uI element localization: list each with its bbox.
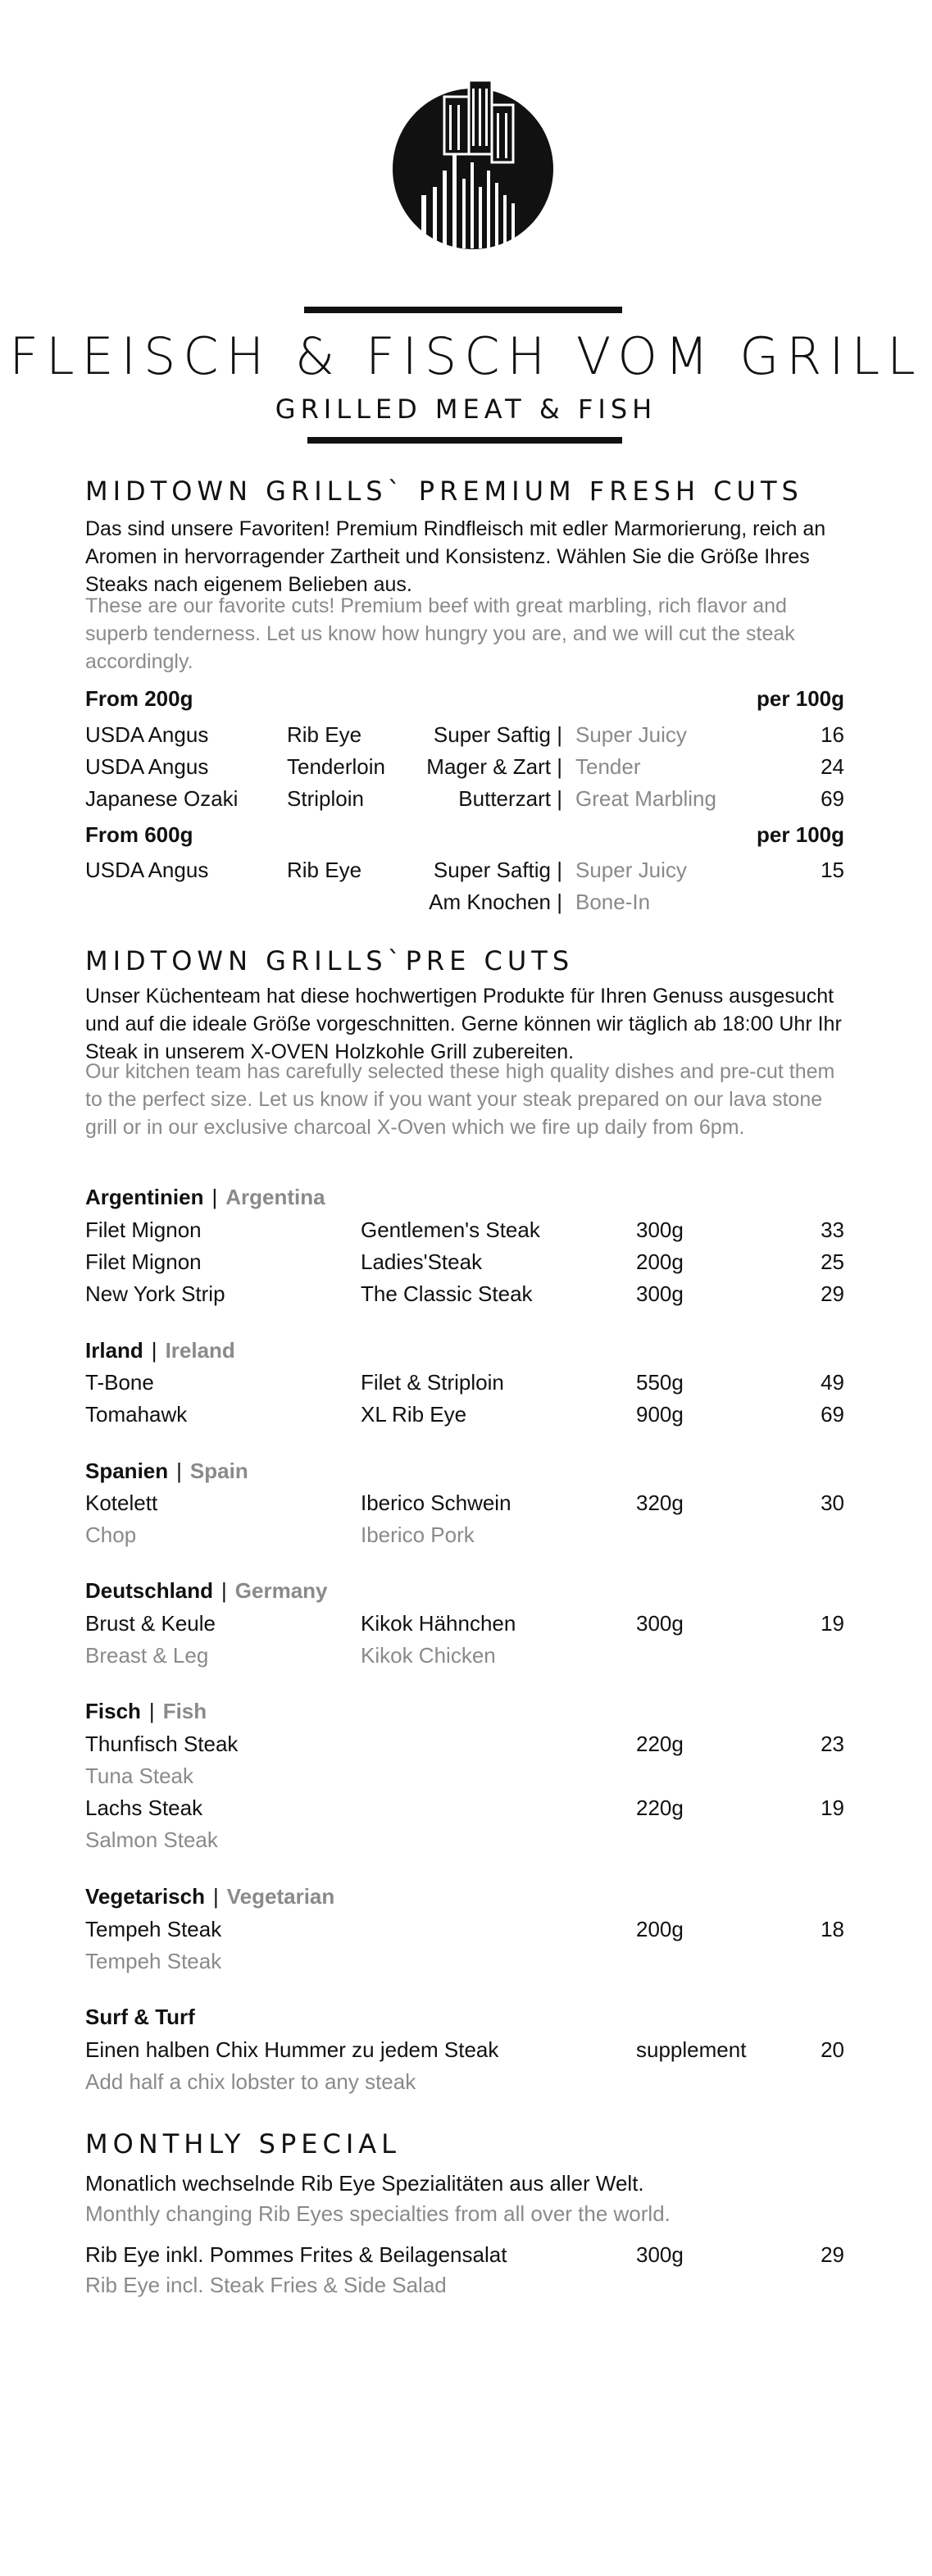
category-en: Germany: [234, 1578, 328, 1603]
menu-item: [85, 1400, 844, 1429]
menu-item: [85, 1247, 844, 1277]
category-heading-vegetarian: Vegetarisch | Vegetarian: [85, 1884, 335, 1909]
category-heading-spain: Spanien | Spain: [85, 1459, 248, 1483]
item-price: 29: [821, 1281, 844, 1306]
item-quality-en: Super Juicy: [575, 858, 687, 882]
category-heading-fish: Fisch | Fish: [85, 1699, 207, 1723]
section-heading-premium: MIDTOWN GRILLS` PREMIUM FRESH CUTS: [85, 476, 803, 507]
item-price: 18: [821, 1917, 844, 1941]
item-description-en: Kikok Chicken: [361, 1643, 496, 1668]
precuts-description-en: Our kitchen team has carefully selected these high quality dishes and pre-cut them to the perfect size. Let us know if you want your steak prepared on our lava stone grill or in our exclusive charcoal X-Oven which we fire up daily from 6pm.: [85, 1060, 835, 1139]
item-quality-en: Tender: [575, 754, 641, 779]
category-de: Irland: [85, 1338, 143, 1363]
premium-description-de: Das sind unsere Favoriten! Premium Rindfleisch mit edler Marmorierung, reich an Aromen in hervorragender Zartheit und Konsistenz. Wählen Sie die Größe Ihres Steaks nach eigenem Belieben aus.: [85, 517, 826, 596]
menu-item-translation: [85, 2067, 844, 2096]
quality-de: Super Saftig: [433, 722, 552, 747]
item-weight: 300g: [636, 1611, 684, 1636]
menu-item-extra: [85, 887, 844, 917]
menu-item: [85, 2240, 844, 2269]
item-price: 23: [821, 1732, 844, 1756]
item-name: New York Strip: [85, 1281, 225, 1306]
top-rule: [304, 307, 622, 313]
menu-item: [85, 1488, 844, 1518]
item-weight: 220g: [636, 1795, 684, 1820]
category-heading-ireland: Irland | Ireland: [85, 1338, 235, 1363]
item-price: 20: [821, 2037, 844, 2062]
item-weight: 220g: [636, 1732, 684, 1756]
item-quality-en: Great Marbling: [575, 786, 716, 811]
category-en: Spain: [189, 1459, 248, 1483]
item-name: Filet Mignon: [85, 1249, 202, 1274]
menu-item: [85, 1279, 844, 1308]
item-price: 69: [821, 786, 844, 811]
category-heading-surf-turf: Surf & Turf: [85, 2005, 195, 2029]
item-name: Kotelett: [85, 1491, 158, 1515]
item-price: 25: [821, 1249, 844, 1274]
menu-item: [85, 1609, 844, 1638]
item-name-en: Tuna Steak: [85, 1764, 194, 1788]
item-weight: 550g: [636, 1370, 684, 1395]
item-quality-de: Am Knochen |: [429, 890, 562, 914]
item-weight: 300g: [636, 1217, 684, 1242]
description-en: Monthly changing Rib Eyes specialties from all over the world.: [85, 2201, 671, 2226]
premium-group1-header: [85, 684, 844, 713]
item-origin: USDA Angus: [85, 722, 209, 747]
category-de: Fisch: [85, 1699, 141, 1723]
premium-group2-header: [85, 820, 844, 849]
item-origin: Japanese Ozaki: [85, 786, 239, 811]
item-cut: Tenderloin: [287, 754, 385, 779]
item-description: XL Rib Eye: [361, 1402, 467, 1427]
item-price: 19: [821, 1795, 844, 1820]
item-price: 69: [821, 1402, 844, 1427]
item-name-en: Chop: [85, 1522, 137, 1547]
menu-item: [85, 752, 844, 781]
item-name: Rib Eye inkl. Pommes Frites & Beilagensalat: [85, 2242, 507, 2267]
item-weight: 900g: [636, 1402, 684, 1427]
description-de: Monatlich wechselnde Rib Eye Spezialitäten aus aller Welt.: [85, 2171, 644, 2196]
item-origin: USDA Angus: [85, 858, 209, 882]
item-origin: USDA Angus: [85, 754, 209, 779]
category-de: Deutschland: [85, 1578, 214, 1603]
item-quality-de: Mager & Zart |: [426, 754, 562, 779]
item-price: 49: [821, 1370, 844, 1395]
category-de: Spanien: [85, 1459, 169, 1483]
group-unit: per 100g: [757, 686, 844, 711]
category-heading-argentina: Argentinien | Argentina: [85, 1185, 325, 1209]
menu-item: [85, 1368, 844, 1397]
item-quality-de: Butterzart |: [458, 786, 562, 811]
item-description: Gentlemen's Steak: [361, 1217, 540, 1242]
item-price: 24: [821, 754, 844, 779]
category-en: Argentina: [225, 1185, 325, 1209]
premium-description-en: These are our favorite cuts! Premium beef with great marbling, rich flavor and superb tenderness. Let us know how hungry you are, and we will cut the steak accordingly.: [85, 594, 795, 673]
item-price: 19: [821, 1611, 844, 1636]
category-en: Vegetarian: [226, 1884, 335, 1909]
item-description: Ladies'Steak: [361, 1249, 483, 1274]
item-weight: 320g: [636, 1491, 684, 1515]
item-weight: 200g: [636, 1917, 684, 1941]
section-heading-precuts: MIDTOWN GRILLS`PRE CUTS: [85, 945, 575, 976]
menu-item-translation: [85, 2270, 844, 2300]
item-weight: 300g: [636, 1281, 684, 1306]
item-cut: Striploin: [287, 786, 364, 811]
item-description: The Classic Steak: [361, 1281, 533, 1306]
item-name: Tempeh Steak: [85, 1917, 222, 1941]
bottom-rule: [307, 437, 622, 444]
menu-item: [85, 1215, 844, 1245]
menu-subtitle: GRILLED MEAT & FISH: [275, 394, 657, 425]
menu-item: [85, 855, 844, 885]
menu-item-translation: [85, 1761, 844, 1791]
menu-item-translation: [85, 1946, 844, 1976]
restaurant-logo: [387, 72, 559, 261]
menu-item-translation: [85, 1825, 844, 1855]
monthly-description-de: [85, 2169, 848, 2198]
item-name-en: Add half a chix lobster to any steak: [85, 2069, 416, 2094]
item-price: 30: [821, 1491, 844, 1515]
quality-de: Super Saftig: [433, 858, 552, 882]
precuts-description-de: Unser Küchenteam hat diese hochwertigen Produkte für Ihren Genuss ausgesucht und auf die ideale Größe vorgeschnitten. Gerne können wir täglich ab 18:00 Uhr Ihr Steak in unserem X-OVEN Holzkohle Grill zubereiten.: [85, 985, 842, 1063]
quality-de: Mager & Zart: [426, 754, 552, 779]
menu-item: [85, 1793, 844, 1823]
menu-item: [85, 784, 844, 813]
item-description-en: Iberico Pork: [361, 1522, 475, 1547]
menu-item: [85, 1729, 844, 1759]
item-description: Iberico Schwein: [361, 1491, 511, 1515]
item-quality-en: Super Juicy: [575, 722, 687, 747]
item-name-en: Rib Eye incl. Steak Fries & Side Salad: [85, 2273, 447, 2297]
item-description: Filet & Striploin: [361, 1370, 504, 1395]
item-weight: supplement: [636, 2037, 747, 2062]
item-name: T-Bone: [85, 1370, 154, 1395]
category-heading-germany: Deutschland | Germany: [85, 1578, 328, 1603]
quality-de: Am Knochen: [429, 890, 552, 914]
item-name-en: Breast & Leg: [85, 1643, 209, 1668]
item-name: Thunfisch Steak: [85, 1732, 239, 1756]
item-quality-en: Bone-In: [575, 890, 651, 914]
item-cut: Rib Eye: [287, 858, 362, 882]
menu-item-translation: [85, 1641, 844, 1670]
item-name: Filet Mignon: [85, 1217, 202, 1242]
section-heading-monthly: MONTHLY SPECIAL: [85, 2128, 401, 2160]
item-price: 33: [821, 1217, 844, 1242]
menu-item: [85, 1914, 844, 1944]
menu-item: [85, 2035, 844, 2064]
group-label: From 200g: [85, 686, 193, 711]
item-name: Tomahawk: [85, 1402, 188, 1427]
group-unit: per 100g: [757, 822, 844, 847]
item-quality-de: Super Saftig |: [433, 858, 562, 882]
item-cut: Rib Eye: [287, 722, 362, 747]
menu-item: [85, 720, 844, 749]
category-en: Ireland: [165, 1338, 235, 1363]
item-price: 15: [821, 858, 844, 882]
item-name-en: Salmon Steak: [85, 1827, 218, 1852]
item-price: 16: [821, 722, 844, 747]
item-name: Brust & Keule: [85, 1611, 216, 1636]
menu-title: FLEISCH & FISCH VOM GRILL: [9, 326, 923, 386]
monthly-description-en: [85, 2199, 848, 2228]
item-name-en: Tempeh Steak: [85, 1949, 222, 1973]
category-de: Argentinien: [85, 1185, 204, 1209]
item-weight: 300g: [636, 2242, 684, 2267]
category-de: Vegetarisch: [85, 1884, 205, 1909]
item-quality-de: Super Saftig |: [433, 722, 562, 747]
quality-de: Butterzart: [458, 786, 552, 811]
item-name: Einen halben Chix Hummer zu jedem Steak: [85, 2037, 499, 2062]
item-description: Kikok Hähnchen: [361, 1611, 516, 1636]
item-name: Lachs Steak: [85, 1795, 203, 1820]
item-price: 29: [821, 2242, 844, 2267]
menu-item-translation: [85, 1520, 844, 1550]
category-en: Fish: [162, 1699, 207, 1723]
item-weight: 200g: [636, 1249, 684, 1274]
group-label: From 600g: [85, 822, 193, 847]
